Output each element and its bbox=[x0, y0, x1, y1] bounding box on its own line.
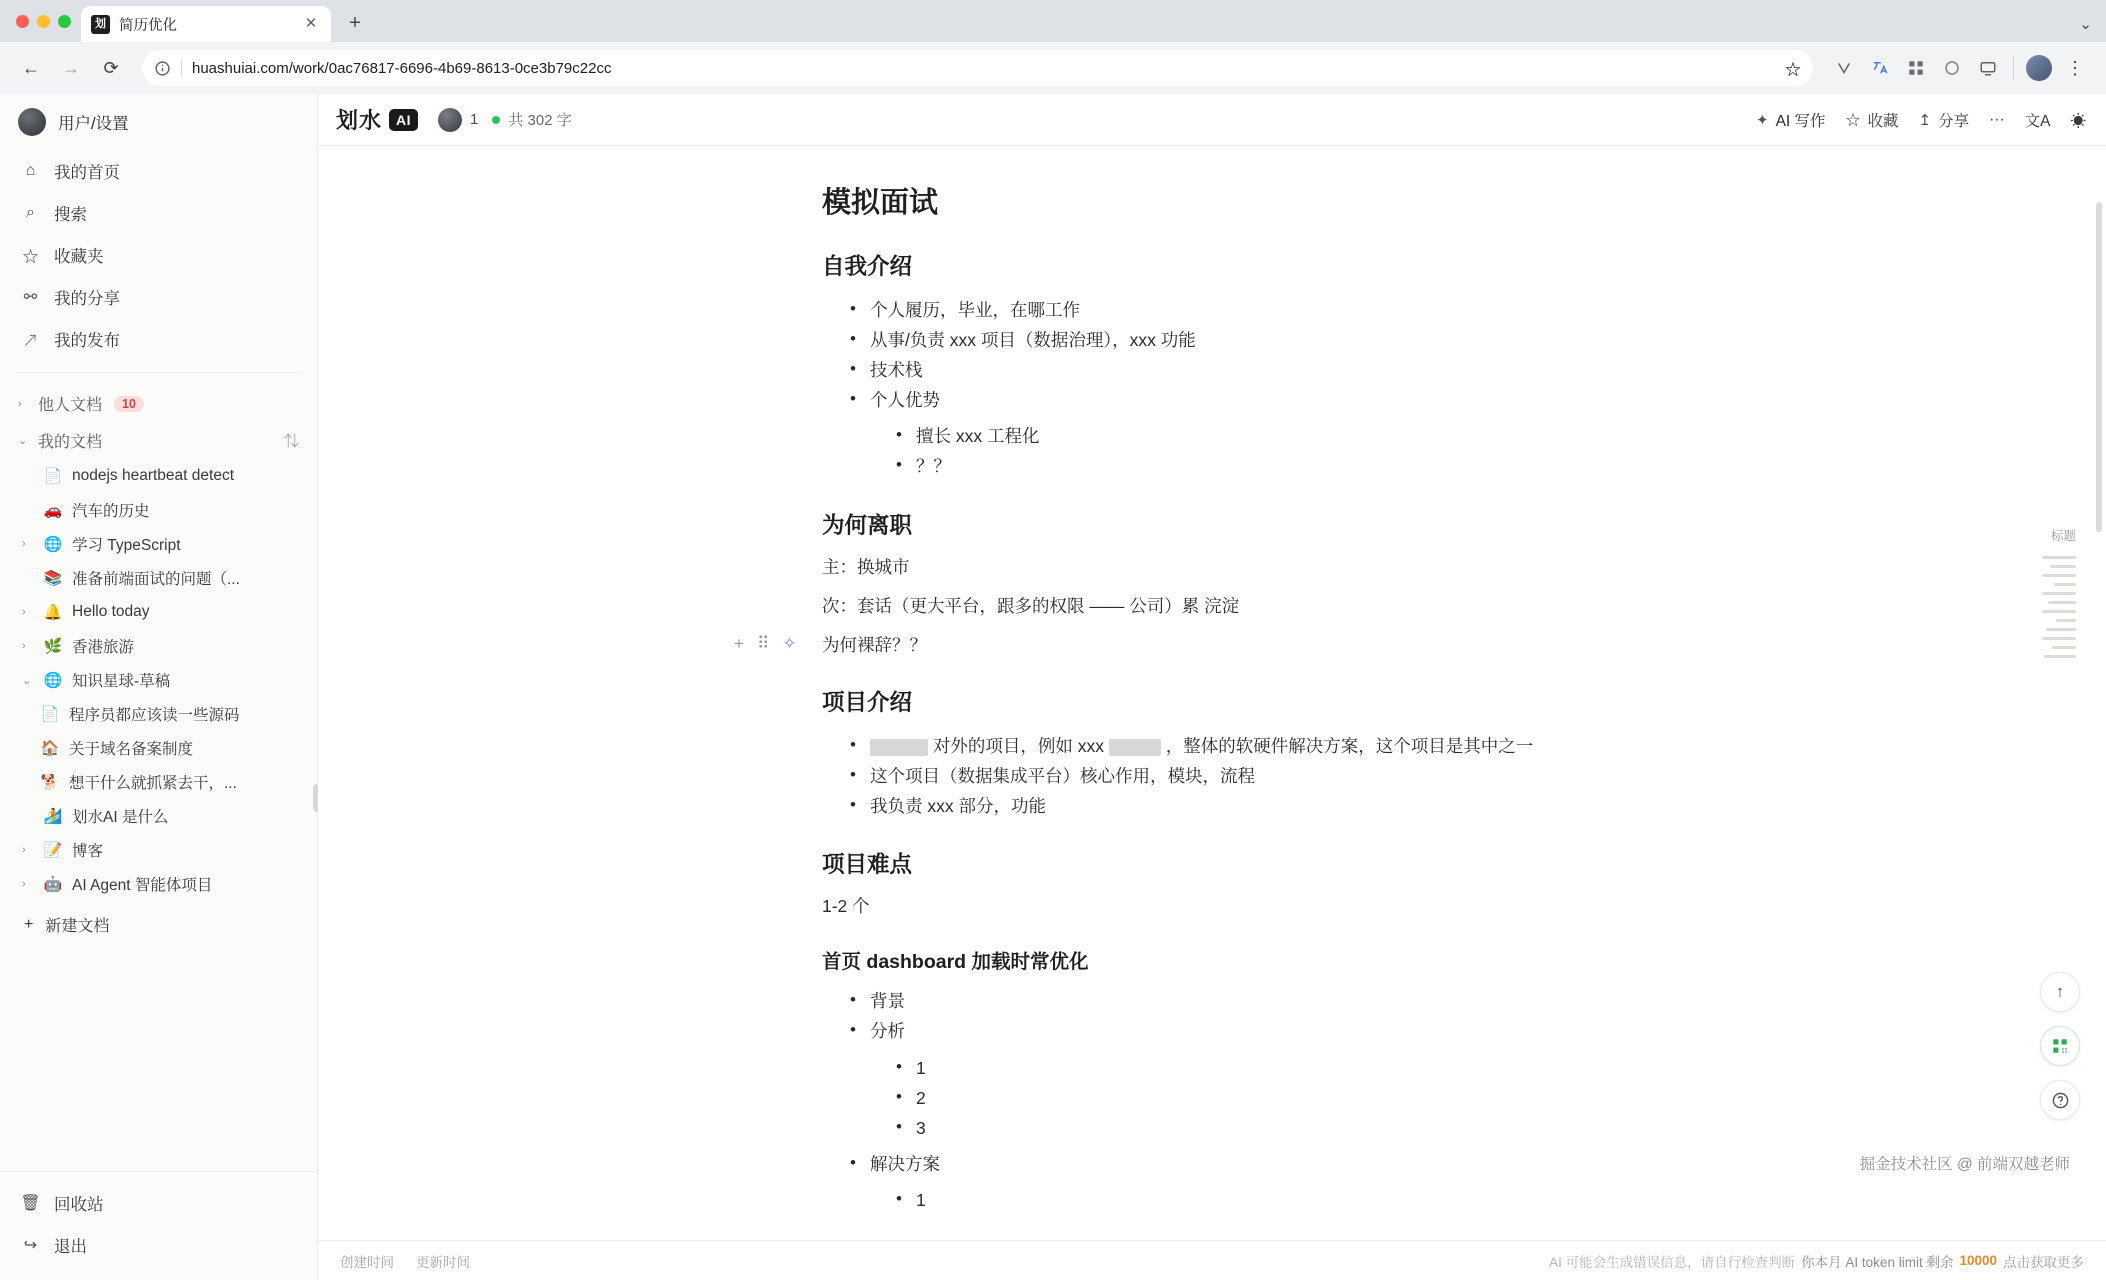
sparkle-icon: ✦ bbox=[1755, 111, 1769, 129]
upload-icon: ↥ bbox=[1918, 111, 1932, 129]
sidebar-nav bbox=[0, 148, 317, 360]
browser-tab[interactable] bbox=[81, 6, 331, 42]
sidebar-item-my-shares[interactable] bbox=[10, 276, 307, 318]
list-item[interactable] bbox=[0, 527, 317, 561]
sidebar-group-my-docs[interactable] bbox=[0, 422, 317, 459]
ai-assist-icon[interactable]: ✧ bbox=[782, 633, 797, 653]
chevron-right-icon[interactable]: › bbox=[22, 844, 26, 856]
chevron-right-icon[interactable]: › bbox=[22, 538, 26, 550]
doc-emoji-icon: 🤖 bbox=[43, 876, 63, 893]
group-label: 他人文档 bbox=[38, 397, 103, 414]
list-item bbox=[848, 731, 1602, 761]
document-outline[interactable] bbox=[2030, 526, 2076, 658]
sidebar-item-label: 回收站 bbox=[54, 1196, 104, 1214]
sidebar-item-label: 退出 bbox=[54, 1238, 87, 1256]
translate-icon[interactable]: 文A bbox=[2024, 112, 2051, 130]
share-label: 分享 bbox=[1938, 112, 1970, 130]
forward-icon[interactable]: → bbox=[62, 57, 80, 78]
list-item-label: AI Agent 智能体项目 bbox=[72, 877, 213, 894]
outline-line[interactable] bbox=[2046, 628, 2076, 631]
list-item: • 技术栈 bbox=[848, 355, 1602, 385]
outline-line[interactable] bbox=[2050, 565, 2076, 568]
app-logo[interactable] bbox=[336, 104, 418, 135]
list-item[interactable] bbox=[0, 867, 317, 901]
redacted-text bbox=[870, 739, 928, 756]
new-tab-button[interactable]: + bbox=[349, 12, 361, 34]
browser-menu-icon[interactable]: ⋮ bbox=[2066, 57, 2084, 78]
tab-strip bbox=[0, 0, 2106, 42]
translate-icon[interactable] bbox=[1867, 55, 1893, 81]
site-info-icon[interactable] bbox=[154, 60, 171, 77]
extension-v-icon[interactable] bbox=[1831, 55, 1857, 81]
close-window-button[interactable] bbox=[16, 15, 29, 28]
document-header bbox=[318, 94, 2106, 146]
qrcode-button[interactable] bbox=[2040, 1026, 2080, 1066]
drag-handle-icon[interactable]: ⠿ bbox=[756, 633, 770, 653]
doc-emoji-icon: 🌐 bbox=[43, 672, 63, 689]
doc-emoji-icon: 📝 bbox=[43, 842, 63, 859]
word-count bbox=[492, 109, 571, 130]
outline-line[interactable] bbox=[2054, 583, 2076, 586]
document-footer bbox=[318, 1240, 2106, 1280]
doc-emoji-icon: 📄 bbox=[43, 468, 63, 485]
paragraph-text: 次：套话（更大平台，跟多的权限 —— 公司）累 浣淀 bbox=[822, 595, 1240, 616]
list-item-label: Hello today bbox=[72, 603, 150, 620]
sort-icon[interactable]: ⇅ bbox=[283, 433, 299, 450]
outline-line[interactable] bbox=[2052, 646, 2076, 649]
list-item-label: 个人优势 bbox=[870, 390, 940, 411]
app-sidebar bbox=[0, 94, 318, 1280]
redacted-text bbox=[1109, 739, 1161, 756]
list-item-label: 知识星球-草稿 bbox=[72, 673, 171, 690]
sidebar-item-search[interactable] bbox=[10, 192, 307, 234]
list-item: • 1 bbox=[894, 1053, 1602, 1083]
bookmark-star-icon[interactable]: ☆ bbox=[1784, 61, 1801, 79]
ai-write-label: AI 写作 bbox=[1775, 112, 1826, 130]
outline-line[interactable] bbox=[2048, 601, 2076, 604]
block-tools[interactable] bbox=[734, 634, 797, 654]
page-title: 模拟面试 bbox=[822, 187, 939, 219]
profile-avatar[interactable] bbox=[2026, 55, 2052, 81]
chevron-right-icon[interactable]: › bbox=[22, 640, 26, 652]
list-item[interactable] bbox=[0, 459, 317, 493]
collaborator-count: 1 bbox=[470, 111, 479, 128]
avatar bbox=[18, 108, 46, 136]
grid-icon[interactable] bbox=[1903, 55, 1929, 81]
scroll-to-top-button[interactable]: ↑ bbox=[2040, 972, 2080, 1012]
list-item-label: 划水AI 是什么 bbox=[72, 809, 169, 826]
back-icon[interactable]: ← bbox=[22, 57, 40, 78]
extension-icons bbox=[1827, 55, 2001, 81]
outline-line[interactable] bbox=[2042, 592, 2076, 595]
list-item[interactable] bbox=[0, 731, 317, 765]
watermark: 掘金技术社区 @ 前端双越老师 bbox=[1859, 1156, 2070, 1173]
outline-line[interactable] bbox=[2042, 610, 2076, 613]
list-item bbox=[848, 1149, 1602, 1215]
section-heading: 为何离职 bbox=[822, 512, 913, 538]
word-count-label: 共 302 字 bbox=[508, 112, 572, 129]
list-item-label: 程序员都应该读一些源码 bbox=[69, 707, 240, 724]
address-bar-url[interactable]: huashuiai.com/work/0ac76817-6696-4b69-8613-0ce3b79c22cc bbox=[192, 59, 612, 77]
list-item: • 1 bbox=[894, 1185, 1602, 1215]
document-actions bbox=[1756, 109, 2086, 131]
nested-bullet-list bbox=[894, 421, 1602, 481]
help-button[interactable] bbox=[2040, 1080, 2080, 1120]
document-scroll-area[interactable] bbox=[318, 146, 2106, 1240]
list-item: • 我负责 xxx 部分，功能 bbox=[848, 791, 1602, 821]
omnibox[interactable] bbox=[142, 50, 1813, 86]
outline-label: 标题 bbox=[2050, 529, 2076, 543]
new-document-label: 新建文档 bbox=[45, 918, 110, 935]
sidebar-item-favorites[interactable] bbox=[10, 234, 307, 276]
external-link-icon: ↗ bbox=[22, 332, 39, 350]
doc-emoji-icon: 🌐 bbox=[43, 536, 63, 553]
list-item-label: 学习 TypeScript bbox=[72, 537, 181, 554]
chevron-down-icon[interactable]: ⌄ bbox=[22, 674, 32, 687]
sidebar-user-label: 用户/设置 bbox=[58, 115, 129, 133]
brand-badge: AI bbox=[389, 109, 418, 131]
sidebar-item-logout[interactable] bbox=[10, 1224, 307, 1266]
list-item[interactable] bbox=[0, 595, 317, 629]
updated-time-label: 更新时间 bbox=[416, 1254, 470, 1270]
doc-emoji-icon: 🏠 bbox=[40, 740, 60, 757]
chevron-right-icon: › bbox=[18, 397, 22, 410]
list-item: • 3 bbox=[894, 1113, 1602, 1143]
nested-bullet-list bbox=[894, 1053, 1602, 1143]
logout-icon: ↪ bbox=[23, 1237, 38, 1254]
doc-emoji-icon: 🚗 bbox=[43, 502, 63, 519]
doc-emoji-icon: 🐕 bbox=[40, 774, 60, 791]
list-item-label: 分析 bbox=[870, 1021, 905, 1042]
paragraph[interactable]: 为何裸辞？？ bbox=[822, 634, 927, 655]
list-item-label: nodejs heartbeat detect bbox=[72, 467, 235, 484]
doc-emoji-icon: 📚 bbox=[43, 570, 63, 587]
tab-search-chevron-down-icon[interactable]: ⌄ bbox=[2079, 16, 2092, 33]
paragraph: 1-2 个 bbox=[822, 896, 870, 917]
reload-icon[interactable]: ⟳ bbox=[103, 57, 119, 78]
sidebar-item-label: 我的分享 bbox=[54, 290, 120, 308]
created-time-label: 创建时间 bbox=[340, 1254, 394, 1270]
avatar bbox=[438, 108, 462, 132]
footer-right bbox=[1549, 1251, 2084, 1271]
sidebar-item-label: 我的发布 bbox=[54, 332, 120, 350]
sidebar-document-list bbox=[0, 459, 317, 901]
list-item-label: 想干什么就抓紧去干，... bbox=[69, 775, 237, 792]
list-item-label: 解决方案 bbox=[870, 1153, 940, 1174]
minimize-window-button[interactable] bbox=[37, 15, 50, 28]
sidebar-item-home[interactable] bbox=[10, 150, 307, 192]
doc-emoji-icon: 🔔 bbox=[43, 604, 63, 621]
bullet-list bbox=[848, 731, 1602, 821]
sidebar-user-row[interactable] bbox=[0, 94, 317, 148]
outline-line[interactable] bbox=[2042, 574, 2076, 577]
list-item: • 背景 bbox=[848, 986, 1602, 1016]
sidebar-item-label: 我的首页 bbox=[54, 164, 120, 182]
search-icon: ⌕ bbox=[26, 204, 35, 221]
bullet-list bbox=[848, 295, 1602, 482]
sidebar-item-label: 收藏夹 bbox=[54, 248, 104, 266]
favorite-button[interactable] bbox=[1846, 109, 1899, 131]
web-page bbox=[0, 94, 2106, 1280]
list-item-label: 对外的项目，例如 xxx bbox=[932, 735, 1104, 756]
list-item bbox=[848, 1016, 1602, 1142]
scrollbar-thumb[interactable] bbox=[2096, 202, 2102, 532]
list-item[interactable] bbox=[0, 697, 317, 731]
list-item-label: 准备前端面试的问题（... bbox=[72, 571, 240, 588]
list-item[interactable] bbox=[0, 629, 317, 663]
sidebar-item-trash[interactable] bbox=[10, 1182, 307, 1224]
list-item[interactable] bbox=[0, 833, 317, 867]
window-controls[interactable] bbox=[12, 0, 81, 42]
doc-emoji-icon: 🏄 bbox=[43, 808, 63, 825]
star-icon: ☆ bbox=[1845, 112, 1861, 129]
bullet-list bbox=[848, 986, 1602, 1215]
share-icon: ⚯ bbox=[23, 289, 38, 306]
outline-line[interactable] bbox=[2056, 619, 2076, 622]
paragraph bbox=[822, 593, 1602, 620]
list-item[interactable] bbox=[0, 799, 317, 833]
ai-disclaimer: AI 可能会生成错误信息，请自行检查判断 bbox=[1549, 1254, 1796, 1270]
outline-line[interactable] bbox=[2044, 655, 2076, 658]
omnibox-divider bbox=[181, 59, 182, 77]
collaborators[interactable] bbox=[438, 108, 478, 132]
brand-name: 划水 bbox=[336, 108, 383, 133]
chevron-right-icon[interactable]: › bbox=[22, 606, 26, 618]
puzzle-extension-icon[interactable] bbox=[1939, 55, 1965, 81]
list-item[interactable] bbox=[0, 765, 317, 799]
tab-favicon-icon: 划 bbox=[91, 15, 110, 34]
list-item-label: 香港旅游 bbox=[72, 639, 135, 656]
add-block-icon[interactable]: + bbox=[734, 633, 744, 653]
cast-icon[interactable] bbox=[1975, 55, 2001, 81]
list-item-label: 汽车的历史 bbox=[72, 503, 150, 520]
trash-icon: 🗑 bbox=[20, 1195, 41, 1212]
outline-line[interactable] bbox=[2042, 556, 2076, 559]
list-item-label-2: ，整体的软硬件解决方案，这个项目是其中之一 bbox=[1165, 735, 1534, 756]
list-item[interactable] bbox=[0, 561, 317, 595]
home-icon: ⌂ bbox=[25, 162, 36, 179]
nested-bullet-list bbox=[894, 1185, 1602, 1215]
plus-icon: + bbox=[24, 915, 34, 933]
list-item: • 2 bbox=[894, 1083, 1602, 1113]
chevron-down-icon: ⌄ bbox=[18, 435, 28, 447]
tab-title: 简历优化 bbox=[119, 17, 177, 34]
floating-buttons bbox=[2040, 972, 2080, 1120]
main-content bbox=[318, 94, 2106, 1280]
list-item-label: 博客 bbox=[72, 843, 104, 860]
list-item: • 从事/负责 xxx 项目（数据治理），xxx 功能 bbox=[848, 325, 1602, 355]
sidebar-item-label: 搜索 bbox=[54, 206, 87, 224]
sidebar-item-my-publish[interactable] bbox=[10, 318, 307, 360]
ai-write-button[interactable] bbox=[1756, 109, 1826, 131]
list-item: • 这个项目（数据集成平台）核心作用，模块，流程 bbox=[848, 761, 1602, 791]
subsection-heading: 首页 dashboard 加载时常优化 bbox=[822, 951, 1089, 974]
status-dot-icon bbox=[492, 116, 500, 124]
list-item bbox=[848, 385, 1602, 481]
list-item: • 擅长 xxx 工程化 bbox=[894, 421, 1602, 451]
chevron-right-icon[interactable]: › bbox=[22, 878, 26, 890]
document-body[interactable] bbox=[734, 146, 1602, 1215]
sidebar-divider bbox=[16, 372, 301, 373]
more-options-icon[interactable]: ··· bbox=[1989, 110, 2005, 128]
list-item[interactable] bbox=[0, 493, 317, 527]
doc-emoji-icon: 🌿 bbox=[43, 638, 63, 655]
new-document-button[interactable] bbox=[0, 901, 317, 948]
sidebar-group-others-docs[interactable] bbox=[0, 385, 317, 422]
theme-toggle-icon[interactable]: ☀ bbox=[2070, 112, 2086, 130]
paragraph: 主：换城市 bbox=[822, 556, 910, 577]
get-more-link[interactable]: 点击获取更多 bbox=[2003, 1254, 2084, 1270]
outline-line[interactable] bbox=[2042, 637, 2076, 640]
list-item[interactable] bbox=[0, 663, 317, 697]
list-item: • ？？ bbox=[894, 451, 1602, 481]
doc-emoji-icon: 📄 bbox=[40, 706, 60, 723]
share-button[interactable] bbox=[1919, 109, 1970, 131]
list-item: • 个人履历，毕业，在哪工作 bbox=[848, 295, 1602, 325]
token-limit-label: 你本月 AI token limit 剩余 bbox=[1801, 1254, 1954, 1270]
list-item-label: 关于域名备案制度 bbox=[69, 741, 194, 758]
section-heading: 自我介绍 bbox=[822, 254, 913, 279]
sidebar-footer bbox=[0, 1171, 317, 1280]
browser-toolbar bbox=[0, 42, 2106, 94]
toolbar-divider bbox=[2013, 57, 2014, 79]
status-badge: 10 bbox=[114, 396, 144, 412]
tabstrip-right-controls bbox=[2079, 15, 2092, 33]
section-heading: 项目介绍 bbox=[822, 689, 913, 715]
token-limit-value: 10000 bbox=[1959, 1253, 1997, 1268]
star-icon: ☆ bbox=[22, 248, 39, 266]
favorite-label: 收藏 bbox=[1867, 112, 1899, 130]
group-label: 我的文档 bbox=[38, 434, 103, 451]
section-heading: 项目难点 bbox=[822, 852, 913, 878]
maximize-window-button[interactable] bbox=[58, 15, 71, 28]
scrollbar[interactable] bbox=[2094, 198, 2104, 1200]
close-tab-icon[interactable]: ✕ bbox=[304, 15, 318, 32]
